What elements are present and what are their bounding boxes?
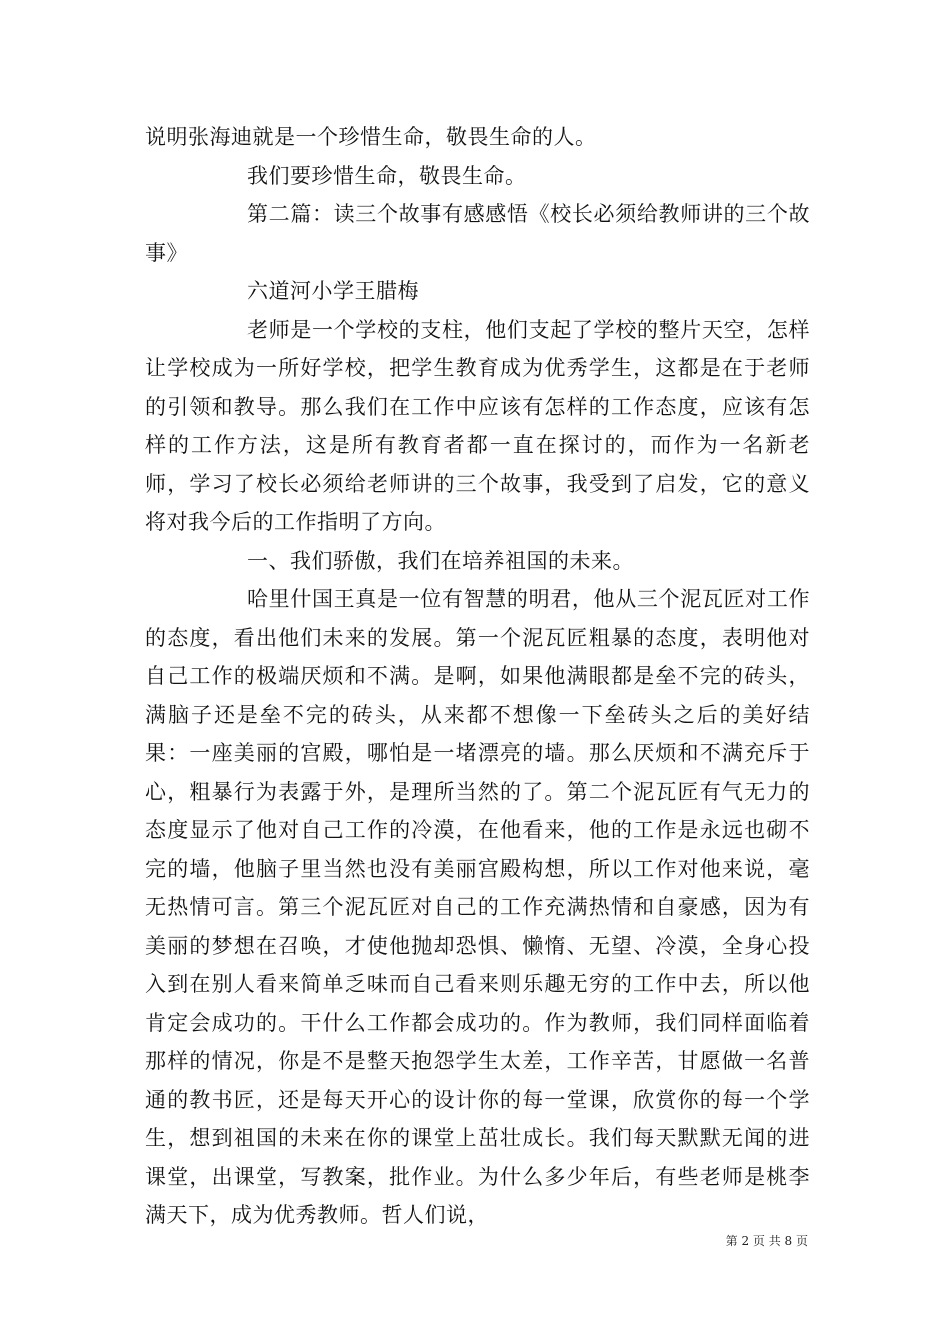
page-footer: 第 2 页 共 8 页 <box>725 1234 808 1248</box>
document-body <box>145 118 810 1235</box>
paragraph-2: 我们要珍惜生命，敬畏生命。 <box>247 163 527 188</box>
subheading-1: 一、我们骄傲，我们在培养祖国的未来。 <box>247 548 634 573</box>
section-heading-2: 第二篇：读三个故事有感感悟《校长必须给教师讲的三个故事》 <box>145 202 810 265</box>
author-line: 六道河小学王腊梅 <box>247 279 419 303</box>
paragraph-1: 说明张海迪就是一个珍惜生命，敬畏生命的人。 <box>145 125 597 149</box>
paragraph-7: 哈里什国王真是一位有智慧的明君，他从三个泥瓦匠对工作的态度，看出他们未来的发展。第一个泥瓦匠粗暴的态度，表明他对自己工作的极端厌烦和不满。是啊，如果他满眼都是垒不完的砖头，满脑子还是垒不完的砖头，从来都不想像一下垒砖头之后的美好结果：一座美丽的宫殿，哪怕是一堵漂亮的墙。那么厌烦和不满充斥于心，粗暴行为表露于外，是理所当然的了。第二个泥瓦匠有气无力的态度显示了他对自己工作的冷漠，在他看来，他的工作是永远也砌不完的墙，他脑子里当然也没有美丽宫殿构想，所以工作对他来说，毫无热情可言。第三个泥瓦匠对自己的工作充满热情和自豪感，因为有美丽的梦想在召唤，才使他抛却恐惧、懒惰、无望、冷漠，全身心投入到在别人看来简单乏味而自己看来则乐趣无穷的工作中去，所以他肯定会成功的。干什么工作都会成功的。作为教师，我们同样面临着那样的情况，你是不是整天抱怨学生太差，工作辛苦，甘愿做一名普通的教书匠，还是每天开心的设计你的每一堂课，欣赏你的每一个学生，想到祖国的未来在你的课堂上茁壮成长。我们每天默默无闻的进课堂，出课堂，写教案，批作业。为什么多少年后，有些老师是桃李满天下，成为优秀教师。哲人们说， <box>145 587 810 1227</box>
paragraph-5: 老师是一个学校的支柱，他们支起了学校的整片天空，怎样让学校成为一所好学校，把学生教育成为优秀学生，这都是在于老师的引领和教导。那么我们在工作中应该有怎样的工作态度，应该有怎样的工作方法，这是所有教育者都一直在探讨的，而作为一名新老师，学习了校长必须给老师讲的三个故事，我受到了启发，它的意义将对我今后的工作指明了方向。 <box>145 317 810 534</box>
